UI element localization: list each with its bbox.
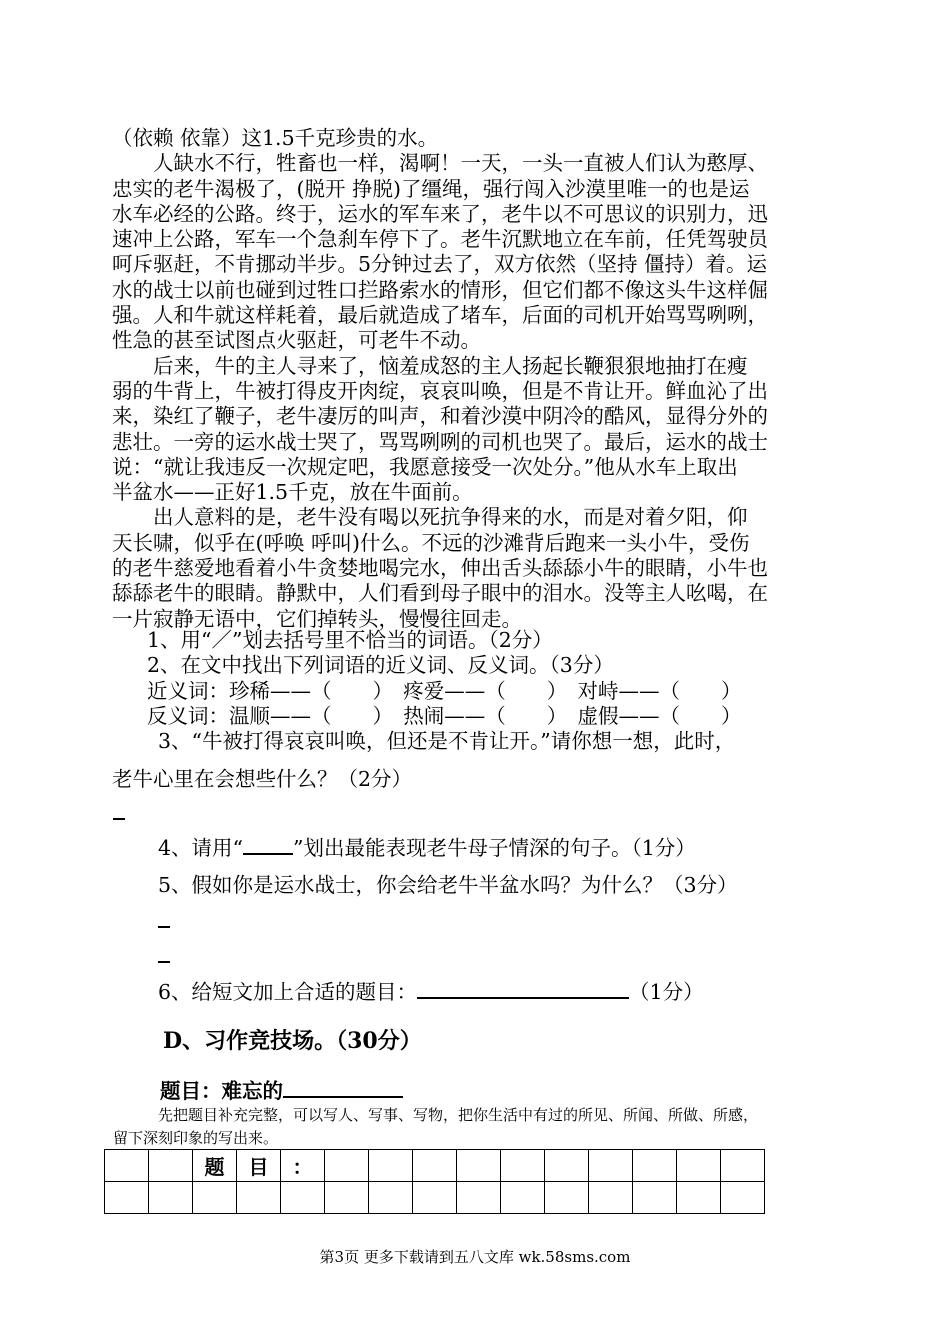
question-6-prefix: 6、给短文加上合适的题目： xyxy=(158,980,418,1004)
topic-label: 题目：难忘的 xyxy=(160,1079,283,1103)
passage-line: 来，染红了鞭子，老牛凄厉的叫声，和着沙漠中阴冷的酷风，显得分外的 xyxy=(112,404,768,429)
grid-cell xyxy=(545,1150,589,1182)
antonyms-row: 反义词：温顺——（ ） 热闹——（ ） 虚假——（ ） xyxy=(147,704,742,728)
passage-line: 说：“就让我违反一次规定吧，我愿意接受一次处分。”他从水车上取出 xyxy=(112,454,738,479)
instruction-line-1: 先把题目补充完整，可以写人、写事、写物，把你生活中有过的所见、所闻、所做、所感， xyxy=(158,1106,759,1124)
passage-line: 半盆水——正好1.5千克，放在牛面前。 xyxy=(112,480,473,505)
section-d-heading: D、习作竞技场。（30分） xyxy=(163,1028,422,1054)
instruction-line-2: 留下深刻印象的写出来。 xyxy=(113,1129,279,1147)
grid-cell xyxy=(677,1182,721,1214)
passage-line: 水的战士以前也碰到过牲口拦路索水的情形，但它们都不像这头牛这样倔 xyxy=(112,277,768,302)
composition-topic xyxy=(160,1074,403,1104)
grid-cell xyxy=(589,1182,633,1214)
grid-cell-title-1: 题 xyxy=(193,1150,237,1182)
passage-line: 悲壮。一旁的运水战士哭了，骂骂咧咧的司机也哭了。最后，运水的战士 xyxy=(112,429,768,454)
synonyms-row: 近义词：珍稀——（ ） 疼爱——（ ） 对峙——（ ） xyxy=(147,679,742,703)
grid-cell xyxy=(149,1182,193,1214)
grid-row xyxy=(105,1150,765,1182)
passage-line: 一片寂静无语中，它们掉转头，慢慢往回走。 xyxy=(112,606,522,631)
question-6-suffix: （1分） xyxy=(629,980,704,1004)
question-3-line-2: 老牛心里在会想些什么？（2分） xyxy=(112,767,413,791)
question-4 xyxy=(158,831,696,861)
grid-cell xyxy=(721,1182,765,1214)
page-footer: 第3页 更多下载请到五八文库 wk.58sms.com xyxy=(319,1248,631,1266)
reading-passage xyxy=(112,126,838,632)
grid-cell xyxy=(457,1150,501,1182)
grid-cell xyxy=(545,1182,589,1214)
topic-blank xyxy=(283,1077,403,1098)
grid-cell xyxy=(281,1182,325,1214)
passage-line: 舔舔老牛的眼睛。静默中，人们看到母子眼中的泪水。没等主人吆喝，在 xyxy=(112,581,768,606)
grid-cell xyxy=(633,1150,677,1182)
passage-line: （依赖 依靠）这1.5千克珍贵的水。 xyxy=(112,126,439,150)
grid-cell xyxy=(721,1150,765,1182)
grid-cell xyxy=(677,1150,721,1182)
passage-line: 出人意料的是，老牛没有喝以死抗争得来的水，而是对着夕阳，仰 xyxy=(112,505,748,530)
question-4-prefix: 4、请用“ xyxy=(158,836,244,860)
grid-cell xyxy=(325,1182,369,1214)
passage-line: 的老牛慈爱地看着小牛贪婪地喝完水，伸出舌头舔舔小牛的眼睛，小牛也 xyxy=(112,556,768,581)
grid-cell xyxy=(193,1182,237,1214)
grid-cell xyxy=(369,1150,413,1182)
passage-line: 弱的牛背上，牛被打得皮开肉绽，哀哀叫唤，但是不肯让开。鲜血沁了出 xyxy=(112,378,768,403)
passage-line: 后来，牛的主人寻来了，恼羞成怒的主人扬起长鞭狠狠地抽打在瘦 xyxy=(112,353,748,378)
grid-cell xyxy=(633,1182,677,1214)
grid-cell xyxy=(237,1182,281,1214)
grid-cell xyxy=(589,1150,633,1182)
passage-line: 呵斥驱赶，不肯挪动半步。5分钟过去了，双方依然（坚持 僵持）着。运 xyxy=(112,252,768,277)
answer-line xyxy=(113,818,125,820)
question-3-line-1: 3、“牛被打得哀哀叫唤，但还是不肯让开。”请你想一想，此时， xyxy=(158,729,736,753)
grid-row xyxy=(105,1182,765,1214)
grid-cell xyxy=(325,1150,369,1182)
question-4-suffix: ”划出最能表现老牛母子情深的句子。（1分） xyxy=(293,836,696,860)
grid-cell xyxy=(501,1150,545,1182)
answer-line xyxy=(158,926,170,928)
grid-cell xyxy=(413,1150,457,1182)
passage-line: 速冲上公路，军车一个急刹车停下了。老牛沉默地立在车前，任凭驾驶员 xyxy=(112,227,768,252)
grid-cell xyxy=(149,1150,193,1182)
composition-grid xyxy=(104,1149,765,1214)
passage-line: 天长啸，似乎在(呼唤 呼叫)什么。不远的沙滩背后跑来一头小牛，受伤 xyxy=(112,530,750,555)
passage-line: 强。人和牛就这样耗着，最后就造成了堵车，后面的司机开始骂骂咧咧， xyxy=(112,303,768,328)
question-5: 5、假如你是运水战士，你会给老牛半盆水吗？为什么？（3分） xyxy=(158,873,738,897)
grid-cell-colon: ： xyxy=(281,1150,325,1182)
grid-cell-title-2: 目 xyxy=(237,1150,281,1182)
title-blank xyxy=(417,977,629,999)
question-6 xyxy=(158,975,704,1005)
grid-cell xyxy=(105,1150,149,1182)
grid-cell xyxy=(105,1182,149,1214)
underline-sample xyxy=(243,835,293,855)
grid-cell xyxy=(413,1182,457,1214)
grid-cell xyxy=(457,1182,501,1214)
passage-line: 水车必经的公路。终于，运水的军车来了，老牛以不可思议的识别力，迅 xyxy=(112,201,768,226)
grid-cell xyxy=(369,1182,413,1214)
question-2: 2、在文中找出下列词语的近义词、反义词。（3分） xyxy=(147,653,614,677)
question-1: 1、用“／”划去括号里不恰当的词语。（2分） xyxy=(147,628,553,652)
answer-line xyxy=(158,961,170,963)
grid-cell xyxy=(501,1182,545,1214)
passage-line: 人缺水不行，牲畜也一样，渴啊！一天，一头一直被人们认为憨厚、 xyxy=(112,151,768,176)
passage-line: 性急的甚至试图点火驱赶，可老牛不动。 xyxy=(112,328,481,353)
passage-line: 忠实的老牛渴极了，(脱开 挣脱)了缰绳，强行闯入沙漠里唯一的也是运 xyxy=(112,176,750,201)
